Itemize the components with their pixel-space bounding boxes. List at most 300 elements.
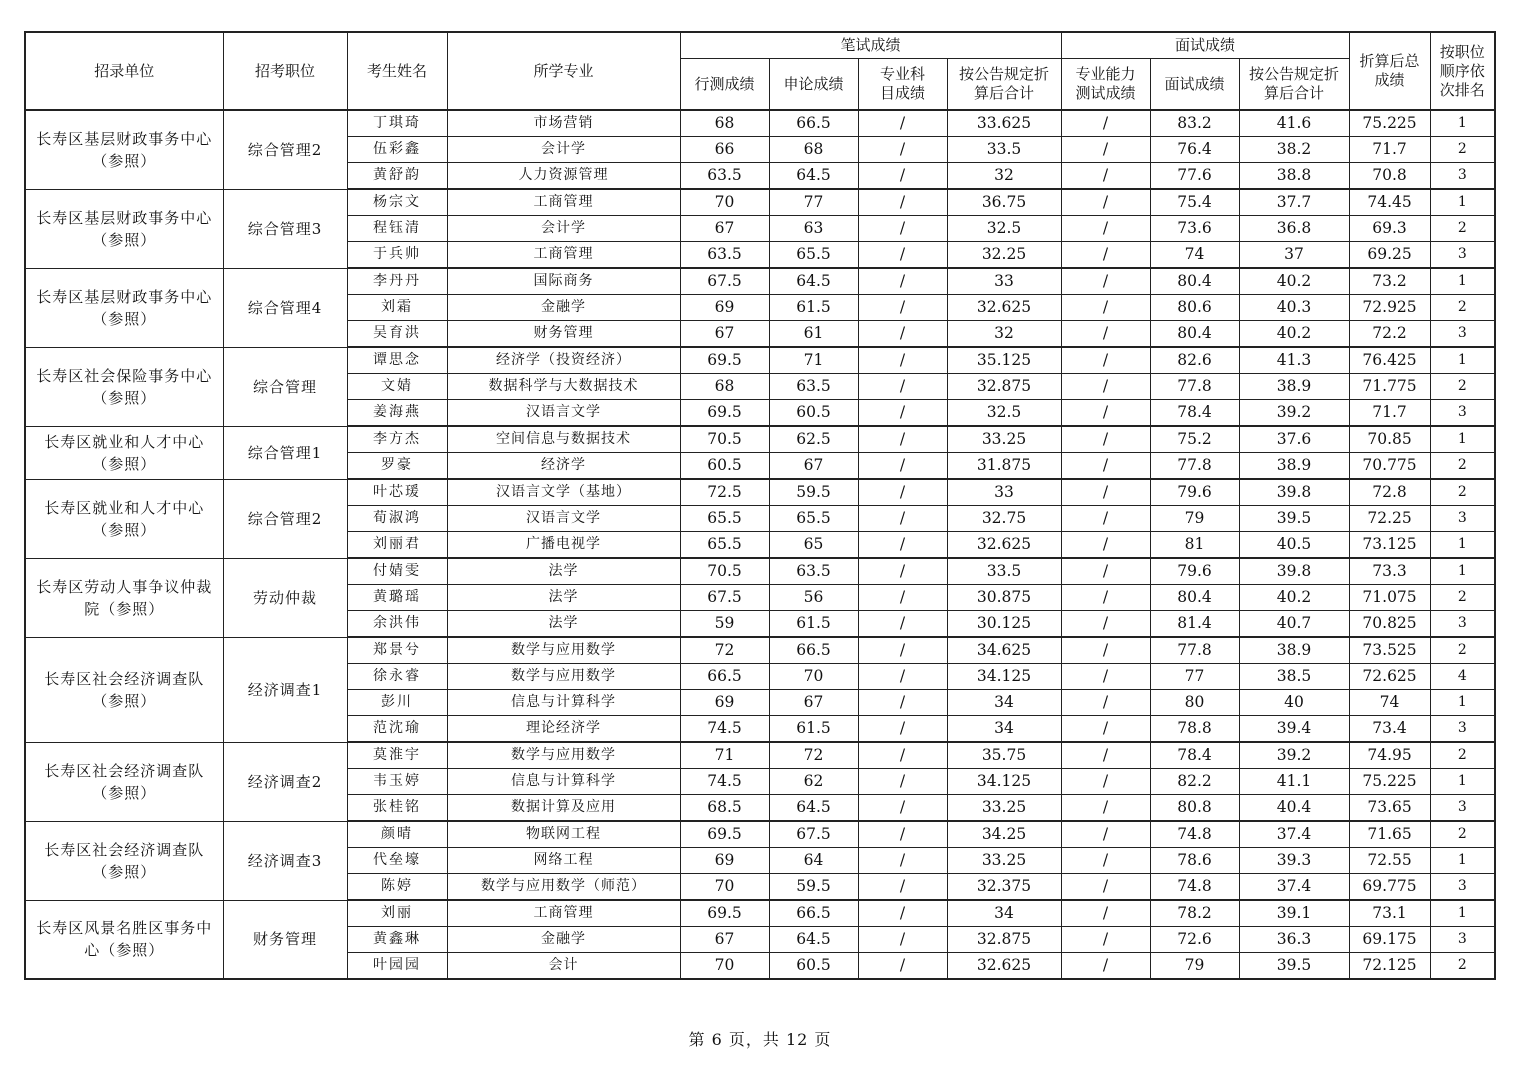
cell-final-score: 71.65 — [1349, 821, 1430, 848]
cell-interview-score: 78.6 — [1150, 848, 1239, 874]
cell-written-total: 32.625 — [947, 532, 1061, 559]
cell-xingce-score: 65.5 — [680, 532, 769, 559]
cell-written-total: 30.125 — [947, 611, 1061, 638]
cell-professional-score: / — [858, 690, 947, 716]
score-table — [24, 31, 1496, 980]
cell-final-score: 69.175 — [1349, 927, 1430, 953]
cell-major: 汉语言文学（基地） — [447, 479, 680, 506]
cell-major: 金融学 — [447, 927, 680, 953]
cell-interview-total: 40.2 — [1239, 585, 1349, 611]
cell-shenlun-score: 66.5 — [769, 110, 858, 137]
cell-final-score: 71.075 — [1349, 585, 1430, 611]
cell-interview-score: 82.2 — [1150, 769, 1239, 795]
cell-position: 经济调查3 — [223, 821, 347, 900]
cell-professional-score: / — [858, 585, 947, 611]
cell-interview-score: 72.6 — [1150, 927, 1239, 953]
cell-ability-score: / — [1061, 900, 1150, 927]
cell-position: 劳动仲裁 — [223, 558, 347, 637]
header-final: 折算后总成绩 — [1349, 32, 1430, 110]
cell-xingce-score: 63.5 — [680, 242, 769, 269]
header-professional: 专业科目成绩 — [858, 59, 947, 111]
cell-xingce-score: 70 — [680, 189, 769, 216]
cell-final-score: 74 — [1349, 690, 1430, 716]
cell-interview-total: 39.8 — [1239, 479, 1349, 506]
cell-interview-score: 78.2 — [1150, 900, 1239, 927]
cell-xingce-score: 68.5 — [680, 795, 769, 822]
cell-major: 数学与应用数学 — [447, 637, 680, 664]
cell-interview-score: 75.4 — [1150, 189, 1239, 216]
cell-interview-total: 39.2 — [1239, 742, 1349, 769]
cell-rank: 2 — [1430, 953, 1495, 980]
cell-professional-score: / — [858, 953, 947, 980]
cell-interview-score: 74.8 — [1150, 874, 1239, 901]
cell-final-score: 70.775 — [1349, 453, 1430, 480]
cell-interview-total: 38.5 — [1239, 664, 1349, 690]
cell-rank: 2 — [1430, 637, 1495, 664]
cell-candidate-name: 陈婷 — [347, 874, 447, 901]
header-name: 考生姓名 — [347, 32, 447, 110]
cell-rank: 1 — [1430, 189, 1495, 216]
cell-xingce-score: 69 — [680, 690, 769, 716]
cell-shenlun-score: 59.5 — [769, 874, 858, 901]
cell-ability-score: / — [1061, 664, 1150, 690]
cell-candidate-name: 李方杰 — [347, 426, 447, 453]
cell-professional-score: / — [858, 321, 947, 348]
cell-unit: 长寿区基层财政事务中心（参照） — [25, 189, 223, 268]
cell-unit: 长寿区风景名胜区事务中心（参照） — [25, 900, 223, 979]
cell-interview-total: 41.3 — [1239, 347, 1349, 374]
table-row — [25, 637, 1495, 664]
cell-xingce-score: 72 — [680, 637, 769, 664]
cell-shenlun-score: 64.5 — [769, 268, 858, 295]
cell-interview-score: 80.8 — [1150, 795, 1239, 822]
cell-ability-score: / — [1061, 848, 1150, 874]
cell-xingce-score: 71 — [680, 742, 769, 769]
cell-interview-total: 39.5 — [1239, 953, 1349, 980]
cell-written-total: 32 — [947, 321, 1061, 348]
cell-final-score: 72.925 — [1349, 295, 1430, 321]
cell-final-score: 72.625 — [1349, 664, 1430, 690]
cell-final-score: 69.25 — [1349, 242, 1430, 269]
cell-ability-score: / — [1061, 189, 1150, 216]
cell-shenlun-score: 65 — [769, 532, 858, 559]
cell-written-total: 34 — [947, 690, 1061, 716]
cell-interview-score: 73.6 — [1150, 216, 1239, 242]
cell-major: 会计学 — [447, 216, 680, 242]
cell-interview-score: 82.6 — [1150, 347, 1239, 374]
cell-professional-score: / — [858, 900, 947, 927]
cell-final-score: 73.65 — [1349, 795, 1430, 822]
cell-candidate-name: 刘丽君 — [347, 532, 447, 559]
cell-professional-score: / — [858, 347, 947, 374]
cell-candidate-name: 谭思念 — [347, 347, 447, 374]
cell-major: 会计学 — [447, 137, 680, 163]
cell-unit: 长寿区社会经济调查队（参照） — [25, 742, 223, 821]
cell-ability-score: / — [1061, 268, 1150, 295]
cell-candidate-name: 郑景兮 — [347, 637, 447, 664]
cell-xingce-score: 74.5 — [680, 769, 769, 795]
cell-ability-score: / — [1061, 821, 1150, 848]
cell-xingce-score: 68 — [680, 374, 769, 400]
cell-interview-score: 80.4 — [1150, 585, 1239, 611]
cell-professional-score: / — [858, 479, 947, 506]
cell-rank: 2 — [1430, 453, 1495, 480]
cell-major: 数学与应用数学（师范） — [447, 874, 680, 901]
cell-final-score: 71.775 — [1349, 374, 1430, 400]
table-row — [25, 268, 1495, 295]
cell-professional-score: / — [858, 637, 947, 664]
cell-interview-score: 79.6 — [1150, 479, 1239, 506]
cell-professional-score: / — [858, 453, 947, 480]
cell-written-total: 33.25 — [947, 848, 1061, 874]
cell-unit: 长寿区基层财政事务中心（参照） — [25, 268, 223, 347]
cell-shenlun-score: 70 — [769, 664, 858, 690]
cell-ability-score: / — [1061, 769, 1150, 795]
cell-position: 综合管理4 — [223, 268, 347, 347]
cell-unit: 长寿区基层财政事务中心（参照） — [25, 110, 223, 189]
cell-shenlun-score: 64.5 — [769, 927, 858, 953]
cell-rank: 1 — [1430, 900, 1495, 927]
cell-shenlun-score: 67.5 — [769, 821, 858, 848]
cell-shenlun-score: 65.5 — [769, 242, 858, 269]
cell-shenlun-score: 64.5 — [769, 795, 858, 822]
cell-interview-score: 77.8 — [1150, 637, 1239, 664]
cell-rank: 2 — [1430, 216, 1495, 242]
cell-unit: 长寿区劳动人事争议仲裁院（参照） — [25, 558, 223, 637]
cell-rank: 2 — [1430, 821, 1495, 848]
cell-interview-score: 78.4 — [1150, 742, 1239, 769]
cell-written-total: 32.625 — [947, 953, 1061, 980]
cell-rank: 3 — [1430, 242, 1495, 269]
cell-rank: 2 — [1430, 137, 1495, 163]
cell-candidate-name: 文婧 — [347, 374, 447, 400]
cell-candidate-name: 丁琪琦 — [347, 110, 447, 137]
cell-position: 综合管理1 — [223, 426, 347, 479]
cell-written-total: 33.5 — [947, 558, 1061, 585]
cell-final-score: 71.7 — [1349, 137, 1430, 163]
cell-interview-total: 41.1 — [1239, 769, 1349, 795]
cell-rank: 4 — [1430, 664, 1495, 690]
cell-professional-score: / — [858, 163, 947, 190]
table-row — [25, 110, 1495, 137]
cell-ability-score: / — [1061, 347, 1150, 374]
cell-written-total: 32.875 — [947, 927, 1061, 953]
header-shenlun: 申论成绩 — [769, 59, 858, 111]
cell-xingce-score: 69.5 — [680, 900, 769, 927]
header-interview-total: 按公告规定折算后合计 — [1239, 59, 1349, 111]
cell-interview-total: 38.9 — [1239, 637, 1349, 664]
cell-major: 理论经济学 — [447, 716, 680, 743]
cell-position: 财务管理 — [223, 900, 347, 979]
cell-rank: 1 — [1430, 848, 1495, 874]
cell-candidate-name: 黄舒韵 — [347, 163, 447, 190]
cell-final-score: 72.125 — [1349, 953, 1430, 980]
cell-shenlun-score: 61.5 — [769, 611, 858, 638]
page-footer: 第 6 页，共 12 页 — [688, 1030, 832, 1049]
cell-major: 工商管理 — [447, 189, 680, 216]
cell-professional-score: / — [858, 742, 947, 769]
cell-xingce-score: 63.5 — [680, 163, 769, 190]
cell-professional-score: / — [858, 927, 947, 953]
cell-major: 法学 — [447, 585, 680, 611]
cell-candidate-name: 代垒壕 — [347, 848, 447, 874]
cell-ability-score: / — [1061, 585, 1150, 611]
cell-rank: 2 — [1430, 742, 1495, 769]
cell-interview-total: 39.1 — [1239, 900, 1349, 927]
cell-written-total: 30.875 — [947, 585, 1061, 611]
cell-interview-score: 80.4 — [1150, 321, 1239, 348]
cell-interview-total: 37.4 — [1239, 874, 1349, 901]
cell-shenlun-score: 77 — [769, 189, 858, 216]
cell-candidate-name: 叶园园 — [347, 953, 447, 980]
cell-xingce-score: 60.5 — [680, 453, 769, 480]
cell-professional-score: / — [858, 268, 947, 295]
header-written-total: 按公告规定折算后合计 — [947, 59, 1061, 111]
cell-candidate-name: 黄璐瑶 — [347, 585, 447, 611]
cell-interview-total: 38.9 — [1239, 453, 1349, 480]
cell-final-score: 75.225 — [1349, 769, 1430, 795]
cell-interview-total: 39.3 — [1239, 848, 1349, 874]
cell-rank: 3 — [1430, 795, 1495, 822]
cell-interview-total: 37.6 — [1239, 426, 1349, 453]
header-position: 招考职位 — [223, 32, 347, 110]
cell-major: 市场营销 — [447, 110, 680, 137]
cell-major: 工商管理 — [447, 900, 680, 927]
cell-ability-score: / — [1061, 506, 1150, 532]
header-xingce: 行测成绩 — [680, 59, 769, 111]
cell-ability-score: / — [1061, 742, 1150, 769]
cell-shenlun-score: 66.5 — [769, 900, 858, 927]
cell-xingce-score: 70 — [680, 953, 769, 980]
cell-interview-score: 83.2 — [1150, 110, 1239, 137]
cell-xingce-score: 69 — [680, 295, 769, 321]
cell-shenlun-score: 72 — [769, 742, 858, 769]
cell-interview-score: 78.4 — [1150, 400, 1239, 427]
cell-shenlun-score: 60.5 — [769, 400, 858, 427]
header-unit: 招录单位 — [25, 32, 223, 110]
table-row — [25, 742, 1495, 769]
cell-shenlun-score: 67 — [769, 690, 858, 716]
cell-professional-score: / — [858, 664, 947, 690]
cell-shenlun-score: 64 — [769, 848, 858, 874]
cell-shenlun-score: 66.5 — [769, 637, 858, 664]
cell-xingce-score: 67.5 — [680, 585, 769, 611]
cell-candidate-name: 张桂铭 — [347, 795, 447, 822]
cell-rank: 1 — [1430, 268, 1495, 295]
cell-xingce-score: 69.5 — [680, 821, 769, 848]
cell-interview-total: 37.7 — [1239, 189, 1349, 216]
cell-final-score: 70.85 — [1349, 426, 1430, 453]
cell-interview-total: 40.5 — [1239, 532, 1349, 559]
cell-rank: 2 — [1430, 585, 1495, 611]
cell-written-total: 33.5 — [947, 137, 1061, 163]
cell-interview-score: 80.4 — [1150, 268, 1239, 295]
cell-professional-score: / — [858, 242, 947, 269]
table-header — [25, 32, 1495, 110]
cell-shenlun-score: 64.5 — [769, 163, 858, 190]
cell-written-total: 32.375 — [947, 874, 1061, 901]
cell-final-score: 69.3 — [1349, 216, 1430, 242]
table-row — [25, 821, 1495, 848]
cell-interview-score: 77.8 — [1150, 374, 1239, 400]
cell-rank: 3 — [1430, 400, 1495, 427]
table-row — [25, 426, 1495, 453]
cell-position: 经济调查2 — [223, 742, 347, 821]
cell-professional-score: / — [858, 189, 947, 216]
cell-shenlun-score: 59.5 — [769, 479, 858, 506]
cell-xingce-score: 72.5 — [680, 479, 769, 506]
cell-rank: 3 — [1430, 874, 1495, 901]
cell-written-total: 33.25 — [947, 795, 1061, 822]
cell-interview-score: 74 — [1150, 242, 1239, 269]
cell-xingce-score: 67 — [680, 216, 769, 242]
cell-professional-score: / — [858, 216, 947, 242]
cell-interview-total: 39.2 — [1239, 400, 1349, 427]
cell-major: 信息与计算科学 — [447, 769, 680, 795]
cell-final-score: 75.225 — [1349, 110, 1430, 137]
cell-shenlun-score: 63 — [769, 216, 858, 242]
cell-candidate-name: 莫淮宇 — [347, 742, 447, 769]
cell-candidate-name: 刘丽 — [347, 900, 447, 927]
cell-written-total: 33.25 — [947, 426, 1061, 453]
cell-final-score: 74.45 — [1349, 189, 1430, 216]
cell-major: 数学与应用数学 — [447, 664, 680, 690]
cell-xingce-score: 70.5 — [680, 558, 769, 585]
cell-written-total: 35.125 — [947, 347, 1061, 374]
cell-interview-total: 36.8 — [1239, 216, 1349, 242]
header-ability: 专业能力测试成绩 — [1061, 59, 1150, 111]
cell-final-score: 73.525 — [1349, 637, 1430, 664]
cell-candidate-name: 伍彩鑫 — [347, 137, 447, 163]
cell-position: 综合管理2 — [223, 110, 347, 189]
cell-shenlun-score: 60.5 — [769, 953, 858, 980]
cell-professional-score: / — [858, 716, 947, 743]
cell-professional-score: / — [858, 769, 947, 795]
cell-final-score: 76.425 — [1349, 347, 1430, 374]
cell-candidate-name: 杨宗文 — [347, 189, 447, 216]
table-row — [25, 900, 1495, 927]
table-row — [25, 479, 1495, 506]
cell-written-total: 32.75 — [947, 506, 1061, 532]
cell-interview-score: 75.2 — [1150, 426, 1239, 453]
cell-professional-score: / — [858, 558, 947, 585]
cell-written-total: 32.625 — [947, 295, 1061, 321]
table-body — [25, 110, 1495, 979]
cell-major: 信息与计算科学 — [447, 690, 680, 716]
cell-rank: 1 — [1430, 690, 1495, 716]
cell-final-score: 73.3 — [1349, 558, 1430, 585]
cell-ability-score: / — [1061, 295, 1150, 321]
header-interview-group: 面试成绩 — [1061, 32, 1349, 59]
cell-rank: 3 — [1430, 611, 1495, 638]
cell-ability-score: / — [1061, 426, 1150, 453]
cell-rank: 1 — [1430, 110, 1495, 137]
cell-rank: 1 — [1430, 532, 1495, 559]
cell-xingce-score: 65.5 — [680, 506, 769, 532]
cell-written-total: 34.625 — [947, 637, 1061, 664]
cell-position: 综合管理 — [223, 347, 347, 426]
cell-shenlun-score: 56 — [769, 585, 858, 611]
cell-xingce-score: 70.5 — [680, 426, 769, 453]
cell-interview-total: 40.2 — [1239, 268, 1349, 295]
cell-final-score: 72.25 — [1349, 506, 1430, 532]
cell-professional-score: / — [858, 874, 947, 901]
cell-written-total: 33 — [947, 268, 1061, 295]
table-row — [25, 189, 1495, 216]
cell-interview-total: 37 — [1239, 242, 1349, 269]
cell-shenlun-score: 71 — [769, 347, 858, 374]
cell-professional-score: / — [858, 506, 947, 532]
cell-ability-score: / — [1061, 532, 1150, 559]
cell-interview-total: 39.4 — [1239, 716, 1349, 743]
cell-written-total: 36.75 — [947, 189, 1061, 216]
cell-interview-score: 79 — [1150, 506, 1239, 532]
cell-written-total: 32.5 — [947, 216, 1061, 242]
cell-ability-score: / — [1061, 137, 1150, 163]
cell-ability-score: / — [1061, 716, 1150, 743]
cell-interview-total: 40 — [1239, 690, 1349, 716]
cell-ability-score: / — [1061, 637, 1150, 664]
cell-professional-score: / — [858, 400, 947, 427]
cell-interview-total: 38.9 — [1239, 374, 1349, 400]
cell-interview-score: 80.6 — [1150, 295, 1239, 321]
cell-final-score: 70.825 — [1349, 611, 1430, 638]
cell-major: 网络工程 — [447, 848, 680, 874]
cell-rank: 1 — [1430, 558, 1495, 585]
cell-candidate-name: 颜晴 — [347, 821, 447, 848]
cell-major: 汉语言文学 — [447, 506, 680, 532]
cell-candidate-name: 刘霜 — [347, 295, 447, 321]
cell-xingce-score: 70 — [680, 874, 769, 901]
header-interview: 面试成绩 — [1150, 59, 1239, 111]
cell-interview-score: 79.6 — [1150, 558, 1239, 585]
cell-candidate-name: 韦玉婷 — [347, 769, 447, 795]
cell-written-total: 33.625 — [947, 110, 1061, 137]
cell-professional-score: / — [858, 426, 947, 453]
cell-written-total: 34 — [947, 900, 1061, 927]
cell-interview-score: 77 — [1150, 664, 1239, 690]
cell-ability-score: / — [1061, 874, 1150, 901]
cell-major: 经济学 — [447, 453, 680, 480]
cell-final-score: 70.8 — [1349, 163, 1430, 190]
cell-candidate-name: 荀淑鸿 — [347, 506, 447, 532]
cell-ability-score: / — [1061, 374, 1150, 400]
cell-candidate-name: 余洪伟 — [347, 611, 447, 638]
cell-major: 国际商务 — [447, 268, 680, 295]
cell-unit: 长寿区社会保险事务中心（参照） — [25, 347, 223, 426]
cell-ability-score: / — [1061, 216, 1150, 242]
cell-final-score: 74.95 — [1349, 742, 1430, 769]
cell-interview-score: 74.8 — [1150, 821, 1239, 848]
cell-xingce-score: 69.5 — [680, 347, 769, 374]
cell-written-total: 32.875 — [947, 374, 1061, 400]
cell-professional-score: / — [858, 374, 947, 400]
cell-interview-score: 81.4 — [1150, 611, 1239, 638]
cell-unit: 长寿区就业和人才中心（参照） — [25, 426, 223, 479]
cell-interview-total: 40.2 — [1239, 321, 1349, 348]
cell-interview-total: 40.7 — [1239, 611, 1349, 638]
cell-interview-score: 76.4 — [1150, 137, 1239, 163]
cell-candidate-name: 程钰清 — [347, 216, 447, 242]
cell-ability-score: / — [1061, 795, 1150, 822]
cell-rank: 3 — [1430, 321, 1495, 348]
cell-major: 法学 — [447, 611, 680, 638]
cell-major: 人力资源管理 — [447, 163, 680, 190]
cell-interview-total: 40.4 — [1239, 795, 1349, 822]
header-major: 所学专业 — [447, 32, 680, 110]
cell-major: 工商管理 — [447, 242, 680, 269]
cell-major: 数学与应用数学 — [447, 742, 680, 769]
